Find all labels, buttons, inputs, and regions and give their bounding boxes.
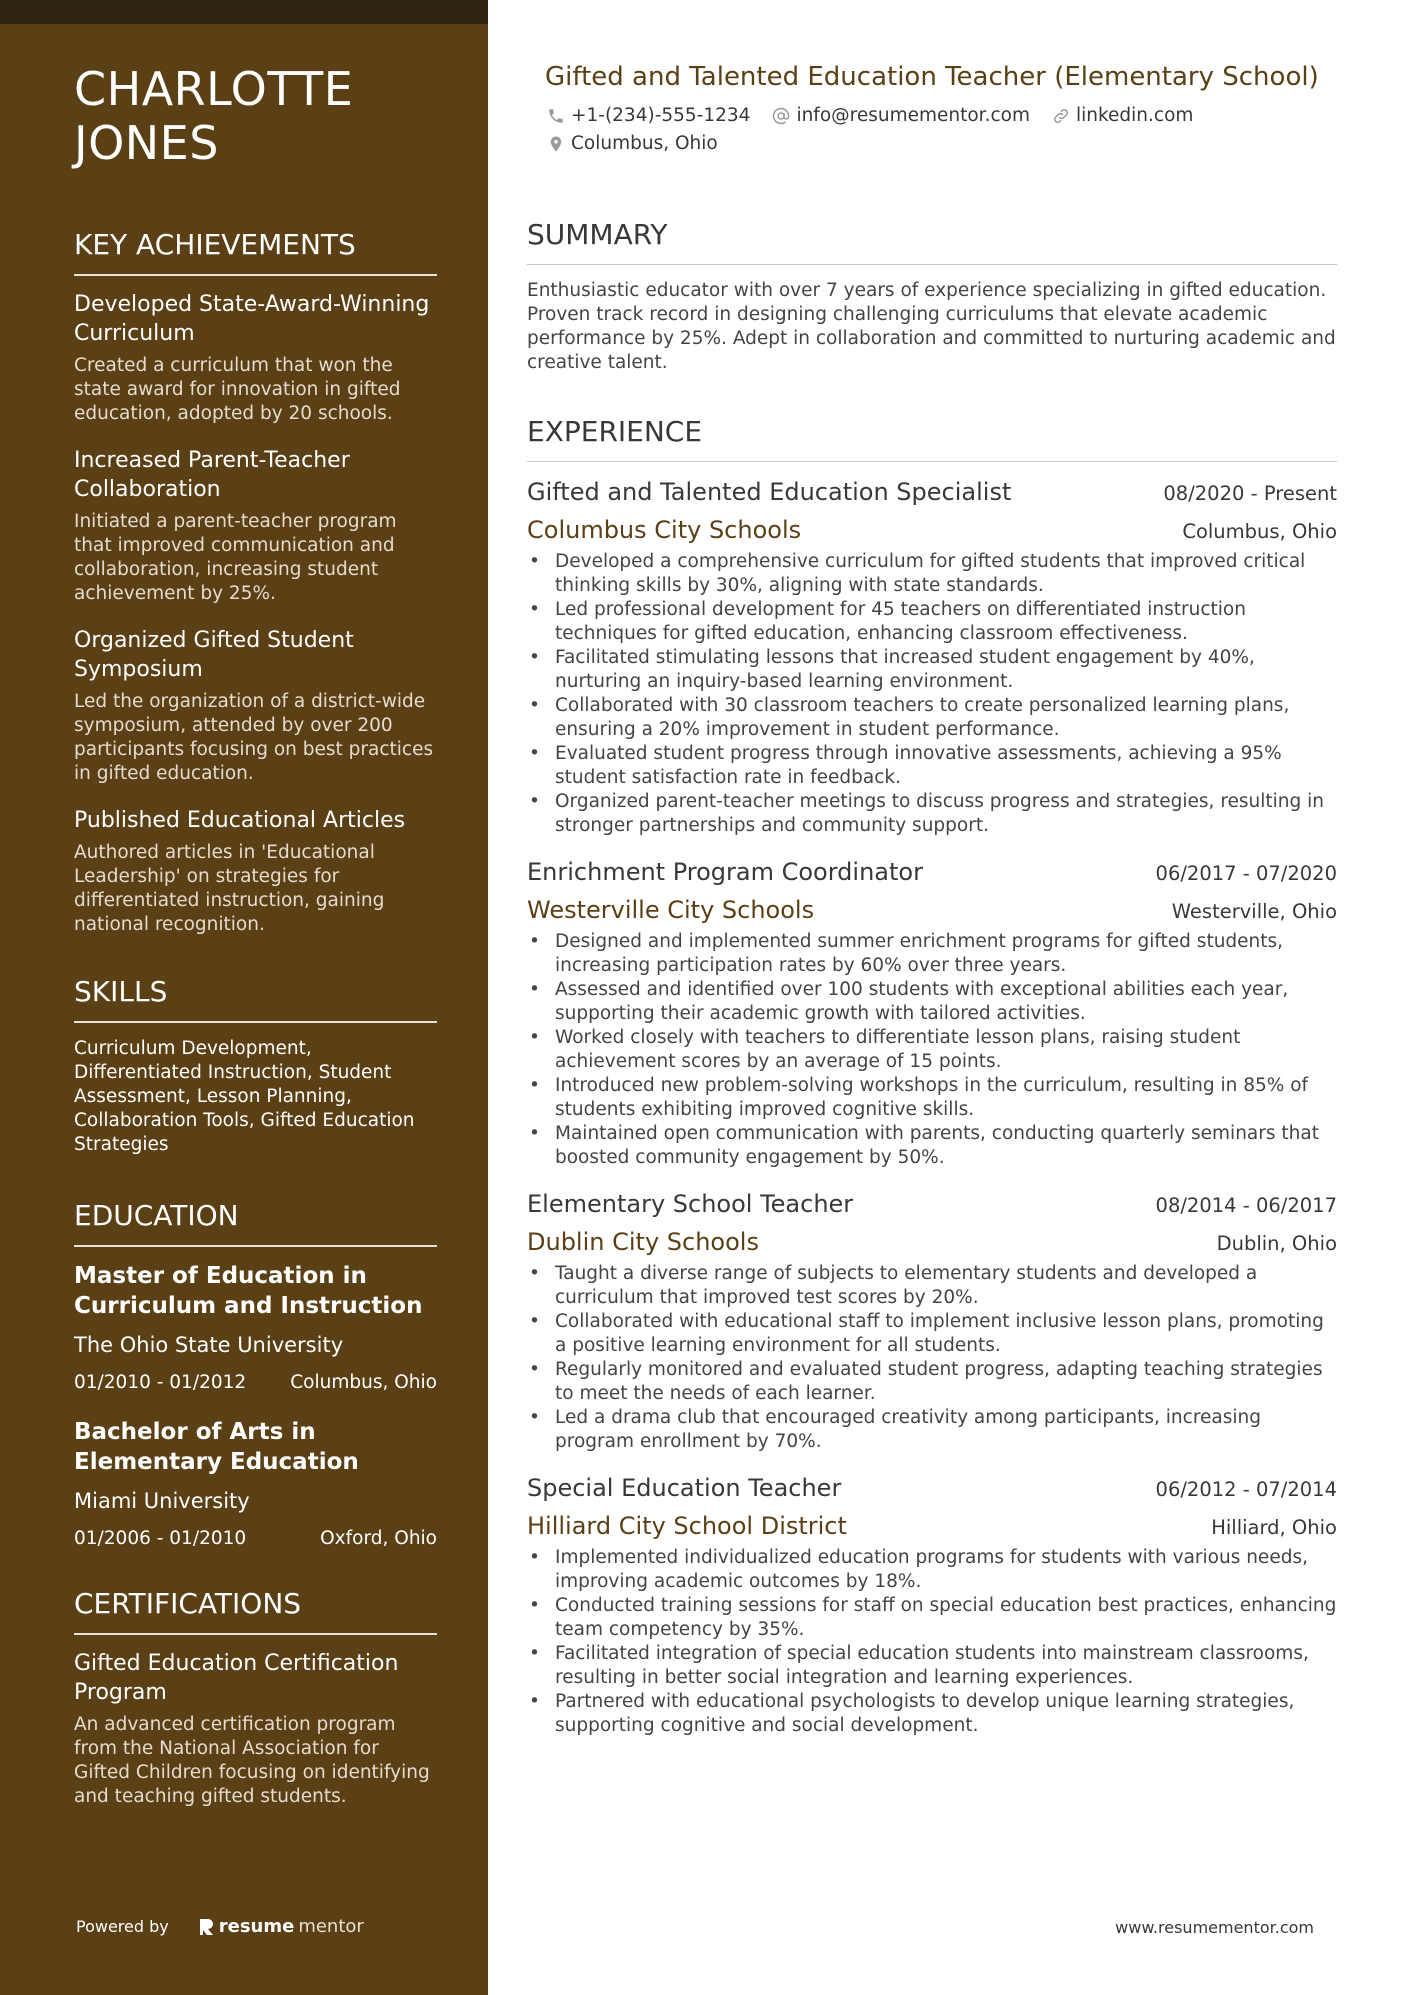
achievement-description: Created a curriculum that won the state award for innovation in gifted education, adopted by 20 schools. xyxy=(74,355,401,424)
experience-role: Special Education Teacher xyxy=(527,1474,842,1502)
experience-dates: 08/2020 - Present xyxy=(1163,482,1337,505)
experience-title: EXPERIENCE xyxy=(527,415,1337,462)
experience-company: Westerville City Schools xyxy=(527,896,815,924)
experience-role: Enrichment Program Coordinator xyxy=(527,858,923,886)
summary-text: Enthusiastic educator with over 7 years of experience specializing in gifted education. Proven track record in designing challenging curriculums that elevate academic performance by 25%. Adept in collaboration and committed to nurturing academic and creative talent. xyxy=(527,280,1336,373)
at-sign-icon xyxy=(772,107,790,125)
experience-item xyxy=(527,476,1337,838)
achievement-item xyxy=(74,806,437,937)
brand-name-bold: resume xyxy=(218,1916,295,1937)
experience-bullet: • Partnered with educational psychologists to develop unique learning strategies, supporting cognitive and social development. xyxy=(527,1690,1337,1738)
contact-location xyxy=(547,132,718,156)
sidebar-content xyxy=(74,62,437,1809)
certification-description: An advanced certification program from the National Association for Gifted Children focusing on identifying and teaching gifted students. xyxy=(74,1714,430,1807)
education-degree: Bachelor of Arts in Elementary Education xyxy=(74,1419,359,1475)
resumementor-logo-icon xyxy=(197,1917,215,1937)
name-last: JONES xyxy=(74,116,219,170)
experience-bullet: • Led a drama club that encouraged creativity among participants, increasing program enrollment by 70%. xyxy=(527,1406,1337,1454)
certification-item xyxy=(74,1649,437,1809)
education-dates: 01/2010 - 01/2012 xyxy=(74,1372,247,1393)
powered-by xyxy=(76,1916,364,1937)
achievement-item xyxy=(74,290,437,426)
experience-bullet: • Developed a comprehensive curriculum for gifted students that improved critical thinking skills by 30%, aligning with state standards. xyxy=(527,550,1337,598)
name-first: CHARLOTTE xyxy=(74,62,354,116)
achievement-description: Initiated a parent-teacher program that improved communication and collaboration, increasing student achievement by 25%. xyxy=(74,511,397,604)
experience-bullet: • Collaborated with educational staff to implement inclusive lesson plans, promoting a positive learning environment for all students. xyxy=(527,1310,1337,1358)
summary-title: SUMMARY xyxy=(527,218,1337,265)
achievement-title: Increased Parent-Teacher Collaboration xyxy=(74,448,350,502)
phone-icon xyxy=(547,107,565,125)
experience-company: Columbus City Schools xyxy=(527,516,802,544)
experience-location: Westerville, Ohio xyxy=(1171,900,1337,923)
experience-subheader xyxy=(527,894,1337,926)
education-school: Miami University xyxy=(74,1489,250,1513)
experience-dates: 06/2012 - 07/2014 xyxy=(1155,1478,1337,1501)
experience-subheader xyxy=(527,514,1337,546)
education-item xyxy=(74,1261,437,1395)
experience-bullet: • Facilitated integration of special education students into mainstream classrooms, resulting in better social integration and learning experiences. xyxy=(527,1642,1337,1690)
experience-bullet: • Designed and implemented summer enrichment programs for gifted students, increasing participation rates by 60% over three years. xyxy=(527,930,1337,978)
phone-text: +1-(234)-555-1234 xyxy=(571,105,751,126)
achievement-item xyxy=(74,626,437,786)
sidebar xyxy=(0,0,488,1995)
education-location: Oxford, Ohio xyxy=(320,1528,437,1549)
education-title: EDUCATION xyxy=(74,1199,437,1247)
powered-by-label: Powered by xyxy=(76,1917,169,1936)
experience-header xyxy=(527,856,1337,888)
experience-location: Hilliard, Ohio xyxy=(1211,1516,1337,1539)
experience-bullet: • Introduced new problem-solving workshops in the curriculum, resulting in 85% of students exhibiting improved cognitive skills. xyxy=(527,1074,1337,1122)
experience-section xyxy=(527,415,1337,1738)
experience-company: Dublin City Schools xyxy=(527,1228,759,1256)
experience-item xyxy=(527,856,1337,1170)
email-text: info@resumementor.com xyxy=(796,105,1030,126)
contact-row xyxy=(547,104,1337,128)
candidate-name xyxy=(74,62,437,170)
achievement-description: Led the organization of a district-wide symposium, attended by over 200 participants focusing on best practices in gifted education. xyxy=(74,691,434,784)
experience-bullet: • Organized parent-teacher meetings to discuss progress and strategies, resulting in stronger partnerships and community support. xyxy=(527,790,1337,838)
experience-bullets xyxy=(527,550,1337,838)
education-school: The Ohio State University xyxy=(74,1333,344,1357)
experience-bullets xyxy=(527,1262,1337,1454)
achievement-description: Authored articles in 'Educational Leadership' on strategies for differentiated instruction, gaining national recognition. xyxy=(74,842,385,935)
experience-bullet: • Facilitated stimulating lessons that increased student engagement by 40%, nurturing an inquiry-based learning environment. xyxy=(527,646,1337,694)
experience-location: Columbus, Ohio xyxy=(1182,520,1337,543)
location-text: Columbus, Ohio xyxy=(571,133,718,154)
key-achievements-section xyxy=(74,228,437,937)
contact-row-location xyxy=(547,132,1337,156)
education-section xyxy=(74,1199,437,1551)
education-meta xyxy=(74,1371,437,1395)
experience-bullet: • Conducted training sessions for staff on special education best practices, enhancing team competency by 35%. xyxy=(527,1594,1337,1642)
contact-phone[interactable] xyxy=(547,104,750,128)
education-meta xyxy=(74,1527,437,1551)
experience-bullet: • Implemented individualized education programs for students with various needs, improving academic outcomes by 18%. xyxy=(527,1546,1337,1594)
education-dates: 01/2006 - 01/2010 xyxy=(74,1528,247,1549)
experience-header xyxy=(527,1188,1337,1220)
link-icon xyxy=(1052,107,1070,125)
experience-dates: 06/2017 - 07/2020 xyxy=(1155,862,1337,885)
experience-bullet: • Taught a diverse range of subjects to elementary students and developed a curriculum that improved test scores by 20%. xyxy=(527,1262,1337,1310)
achievement-title: Published Educational Articles xyxy=(74,808,406,833)
experience-header xyxy=(527,476,1337,508)
experience-company: Hilliard City School District xyxy=(527,1512,847,1540)
experience-bullet: • Led professional development for 45 teachers on differentiated instruction techniques for gifted education, enhancing classroom effectiveness. xyxy=(527,598,1337,646)
experience-location: Dublin, Ohio xyxy=(1216,1232,1337,1255)
achievement-item xyxy=(74,446,437,606)
achievement-title: Developed State-Award-Winning Curriculum xyxy=(74,292,430,346)
experience-bullet: • Maintained open communication with parents, conducting quarterly seminars that boosted community engagement by 50%. xyxy=(527,1122,1337,1170)
location-pin-icon xyxy=(547,135,565,153)
experience-bullets xyxy=(527,930,1337,1170)
certifications-title: CERTIFICATIONS xyxy=(74,1587,437,1635)
contact-linkedin[interactable] xyxy=(1052,104,1193,128)
experience-bullet: • Collaborated with 30 classroom teachers to create personalized learning plans, ensuring a 20% improvement in student performance. xyxy=(527,694,1337,742)
main-content xyxy=(527,60,1337,1756)
experience-bullet: • Evaluated student progress through innovative assessments, achieving a 95% student satisfaction rate in feedback. xyxy=(527,742,1337,790)
education-degree: Master of Education in Curriculum and Instruction xyxy=(74,1263,423,1319)
certifications-section xyxy=(74,1587,437,1809)
experience-role: Elementary School Teacher xyxy=(527,1190,854,1218)
contact-email[interactable] xyxy=(772,104,1030,128)
experience-item xyxy=(527,1188,1337,1454)
linkedin-text: linkedin.com xyxy=(1075,105,1194,126)
skills-list: Curriculum Development, Differentiated Instruction, Student Assessment, Lesson Planning, Collaboration Tools, Gifted Education Strategies xyxy=(74,1038,415,1155)
resumementor-logo[interactable] xyxy=(197,1916,364,1937)
experience-dates: 08/2014 - 06/2017 xyxy=(1155,1194,1337,1217)
experience-bullet: • Worked closely with teachers to differentiate lesson plans, raising student achievement scores by an average of 15 points. xyxy=(527,1026,1337,1074)
experience-item xyxy=(527,1472,1337,1738)
achievement-title: Organized Gifted Student Symposium xyxy=(74,628,354,682)
education-location: Columbus, Ohio xyxy=(290,1372,437,1393)
education-item xyxy=(74,1417,437,1551)
experience-role: Gifted and Talented Education Specialist xyxy=(527,478,1012,506)
key-achievements-title: KEY ACHIEVEMENTS xyxy=(74,228,437,276)
skills-section xyxy=(74,975,437,1157)
skills-title: SKILLS xyxy=(74,975,437,1023)
footer-website-link[interactable]: www.resumementor.com xyxy=(1115,1918,1314,1937)
experience-bullet: • Regularly monitored and evaluated student progress, adapting teaching strategies to meet the needs of each learner. xyxy=(527,1358,1337,1406)
experience-bullets xyxy=(527,1546,1337,1738)
experience-header xyxy=(527,1472,1337,1504)
headline: Gifted and Talented Education Teacher (Elementary School) xyxy=(545,62,1319,92)
brand-name-light: mentor xyxy=(298,1916,364,1937)
summary-section xyxy=(527,218,1337,375)
experience-bullet: • Assessed and identified over 100 students with exceptional abilities each year, supporting their academic growth with tailored activities. xyxy=(527,978,1337,1026)
experience-subheader xyxy=(527,1510,1337,1542)
sidebar-top-band xyxy=(0,0,488,24)
certification-title: Gifted Education Certification Program xyxy=(74,1651,399,1705)
experience-subheader xyxy=(527,1226,1337,1258)
